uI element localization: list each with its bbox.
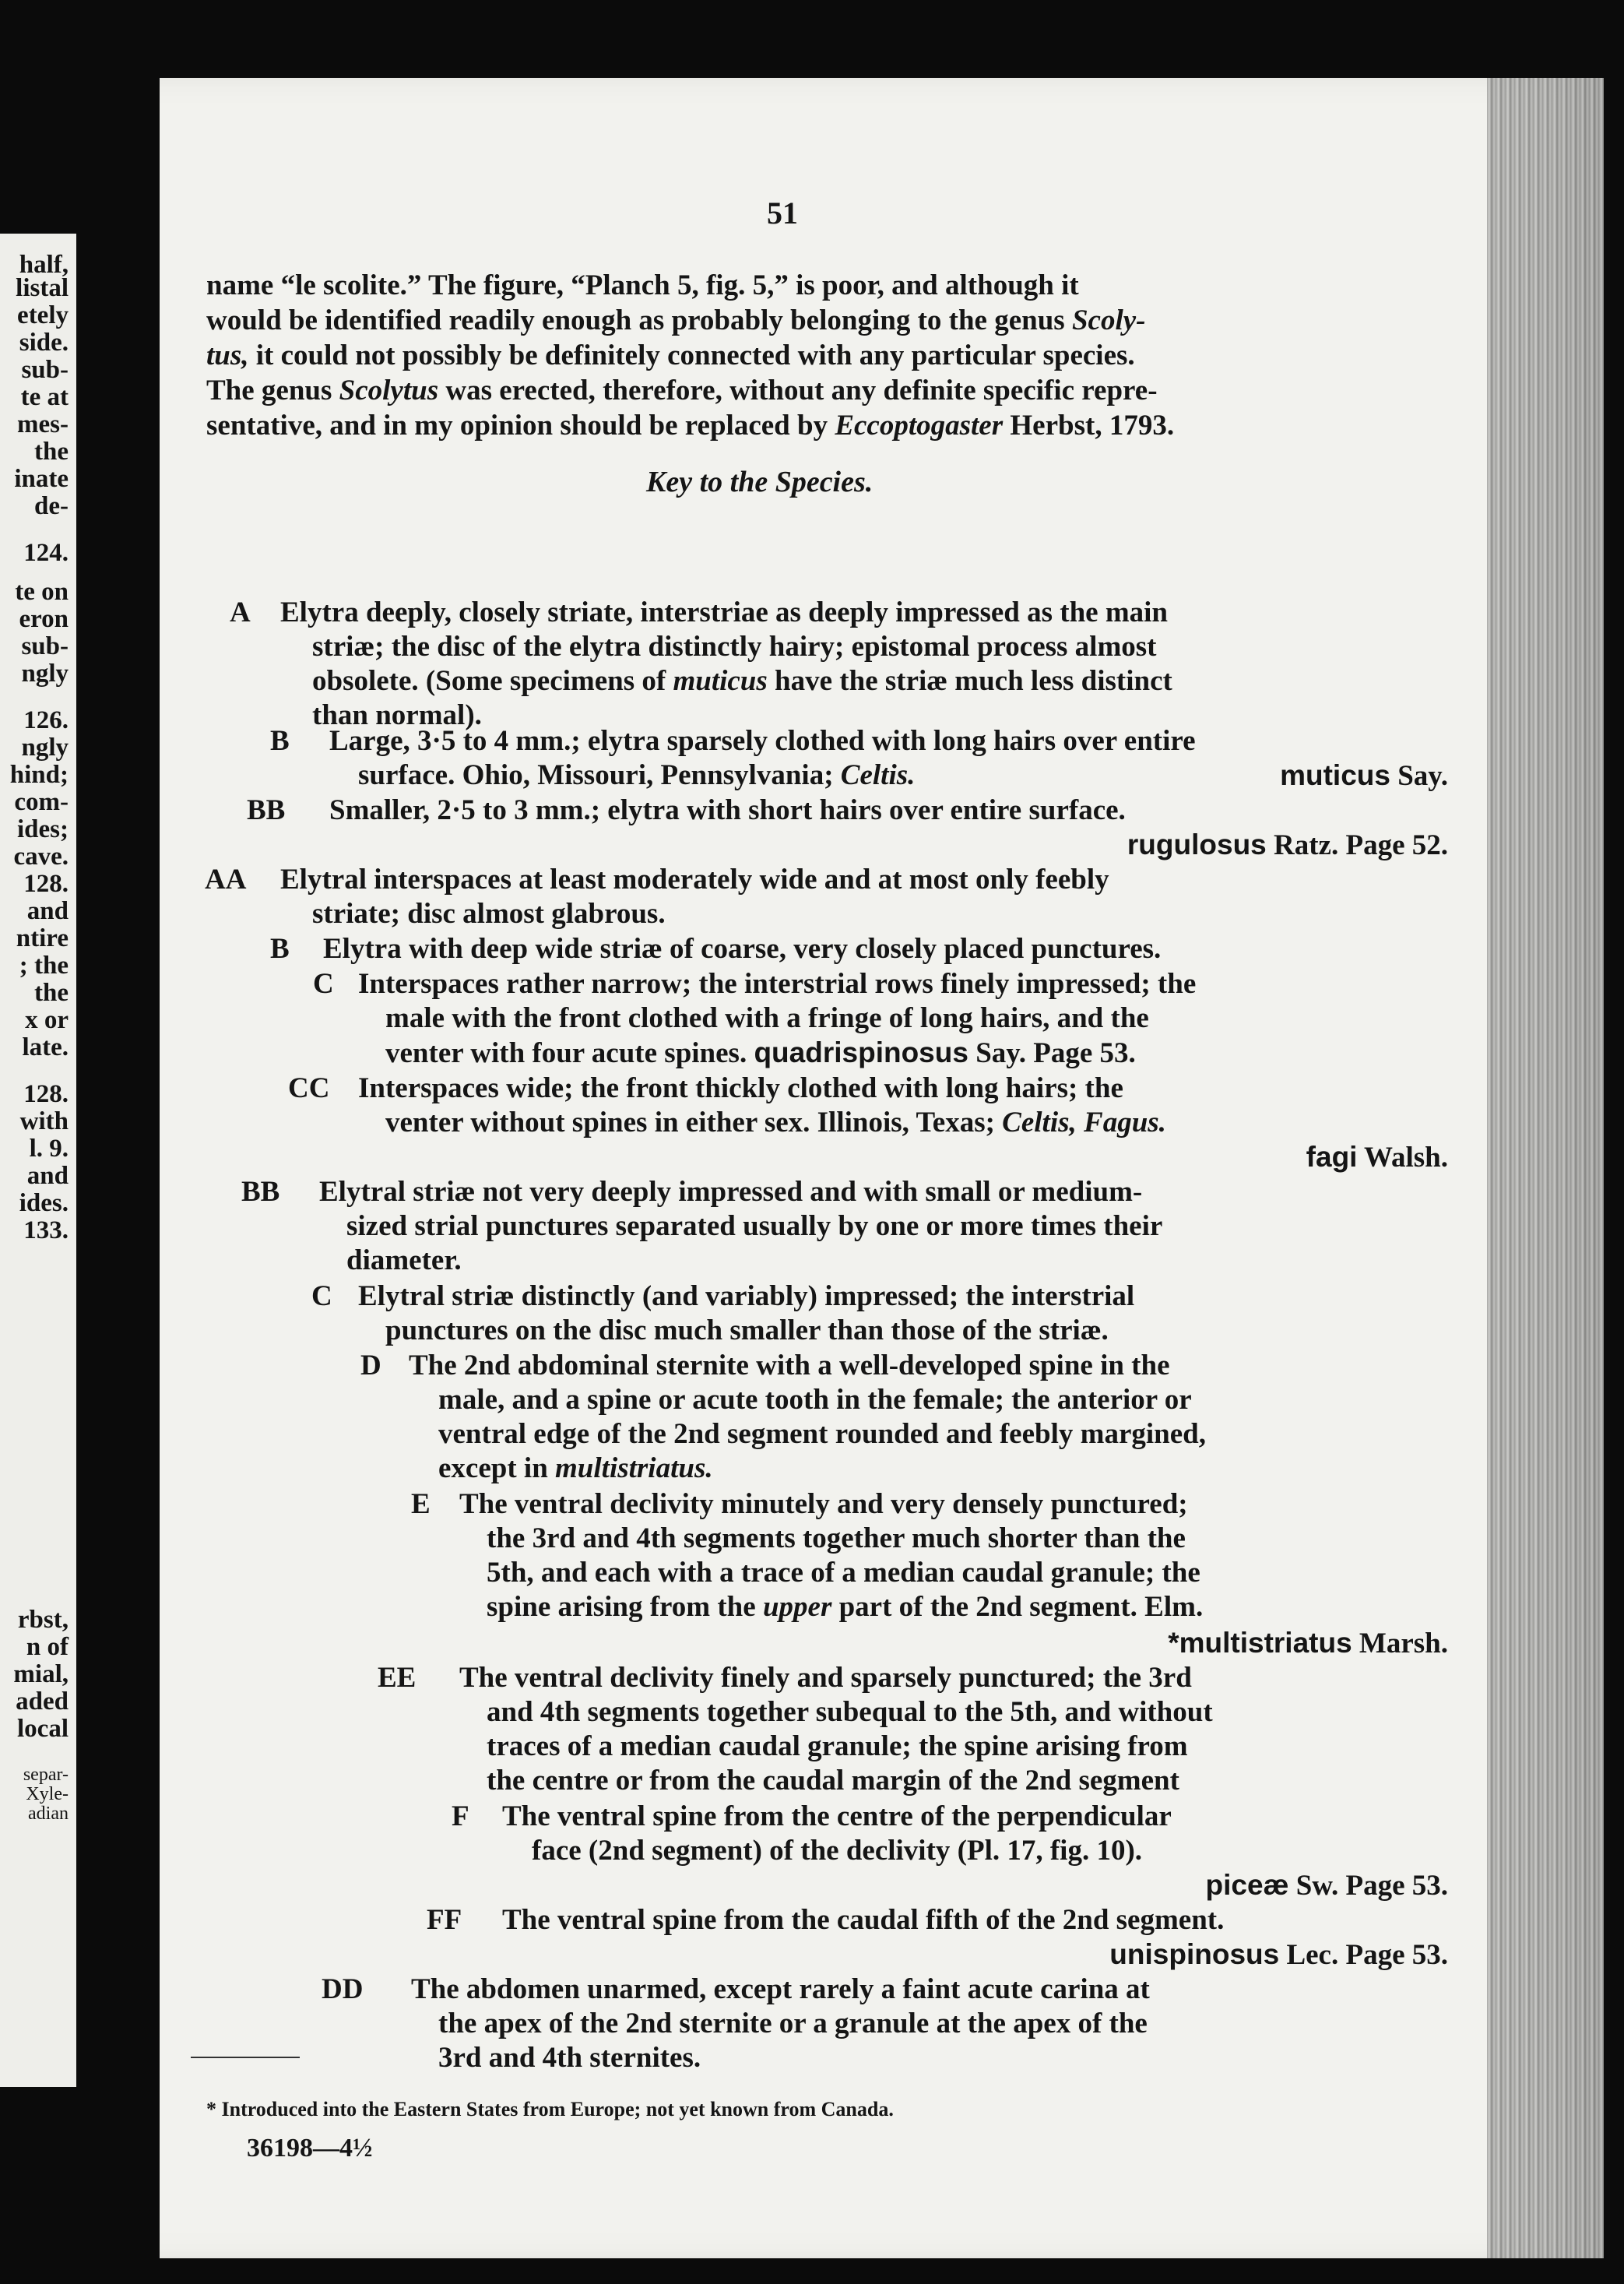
- key-couplet-label: BB: [241, 1176, 280, 1208]
- key-line: [487, 1695, 1213, 1730]
- text-run: have the striæ much less distinct: [767, 665, 1172, 697]
- species-name-line: [1206, 1868, 1448, 1903]
- text-run: was erected, therefore, without any definite specific repre-: [438, 375, 1158, 406]
- text-run: fagi: [1306, 1141, 1358, 1173]
- text-run: Elytral striæ not very deeply impressed and with small or medium-: [319, 1176, 1143, 1208]
- margin-fragment: l. 9.: [29, 1135, 69, 1163]
- signature-mark: 36198—4½: [247, 2134, 373, 2163]
- text-run: and 4th segments together subequal to the 5th, and without: [487, 1696, 1213, 1728]
- book-page: [160, 78, 1604, 2258]
- margin-fragment: with: [19, 1107, 69, 1135]
- text-run: Scolytus: [339, 375, 439, 406]
- key-couplet-label: BB: [247, 794, 286, 826]
- margin-fragment: sub-: [21, 356, 69, 384]
- margin-fragment: late.: [22, 1033, 69, 1061]
- text-run: The ventral spine from the centre of the perpendicular: [502, 1800, 1172, 1832]
- key-line: [358, 967, 1196, 1001]
- key-line: [459, 1661, 1192, 1695]
- key-line: [438, 1452, 713, 1486]
- text-run: rugulosus: [1127, 829, 1267, 860]
- margin-fragment: x or: [25, 1006, 69, 1034]
- text-run: Smaller, 2·5 to 3 mm.; elytra with short hairs over entire surface.: [329, 794, 1126, 826]
- key-line: [459, 1487, 1188, 1522]
- key-couplet-label: C: [313, 968, 334, 1000]
- text-run: 3rd and 4th sternites.: [438, 2042, 701, 2074]
- key-line: [358, 758, 915, 793]
- text-run: than normal).: [312, 699, 482, 731]
- text-run: Interspaces rather narrow; the interstrial rows finely impressed; the: [358, 968, 1197, 1000]
- margin-fragment: the: [34, 438, 69, 466]
- text-run: muticus: [1280, 759, 1390, 791]
- margin-fragment: com-: [14, 788, 69, 816]
- margin-fragment: Xyle-: [26, 1784, 69, 1804]
- margin-fragment: local: [17, 1715, 69, 1743]
- species-name-line: [1306, 1140, 1448, 1175]
- margin-fragment: sub-: [21, 632, 69, 660]
- key-line: [358, 1072, 1123, 1106]
- key-couplet-label: B: [270, 933, 290, 965]
- margin-fragment: rbst,: [17, 1606, 69, 1634]
- margin-fragment: ngly: [21, 734, 69, 762]
- text-run: traces of a median caudal granule; the spine arising from: [487, 1730, 1188, 1762]
- text-run: quadrispinosus: [754, 1036, 968, 1068]
- key-line: [312, 664, 1172, 699]
- text-run: multistriatus.: [555, 1452, 713, 1484]
- margin-fragment: and: [26, 897, 69, 925]
- species-name-line: [1168, 1626, 1448, 1661]
- text-run: punctures on the disc much smaller than those of the striæ.: [385, 1314, 1109, 1346]
- margin-fragment: ntire: [16, 924, 69, 952]
- key-line: [323, 932, 1161, 966]
- key-couplet-label: AA: [205, 864, 247, 896]
- text-run: striate; disc almost glabrous.: [312, 898, 666, 930]
- text-run: ventral edge of the 2nd segment rounded and feebly margined,: [438, 1418, 1206, 1450]
- margin-fragment: 124.: [23, 539, 69, 567]
- key-line: [502, 1903, 1224, 1937]
- text-run: male with the front clothed with a fringe of long hairs, and the: [385, 1002, 1149, 1034]
- margin-fragment: n of: [26, 1633, 69, 1661]
- key-line: [487, 1764, 1179, 1798]
- text-run: piceæ: [1205, 1869, 1289, 1901]
- text-run: upper: [762, 1591, 832, 1623]
- intro-line: [206, 374, 1158, 408]
- margin-fragment: inate: [14, 465, 69, 493]
- margin-fragment: listal: [16, 274, 69, 302]
- text-run: Interspaces wide; the front thickly clothed with long hairs; the: [358, 1072, 1123, 1104]
- intro-line: [206, 409, 1174, 443]
- text-run: Elytra deeply, closely striate, interstriae as deeply impressed as the main: [280, 597, 1169, 628]
- key-couplet-label: E: [411, 1488, 431, 1520]
- key-line: [329, 724, 1196, 758]
- intro-line: [206, 339, 1135, 373]
- text-run: spine arising from the: [487, 1591, 763, 1623]
- text-run: surface. Ohio, Missouri, Pennsylvania;: [358, 759, 841, 791]
- key-couplet-label: A: [230, 597, 251, 628]
- key-line: [385, 1001, 1149, 1036]
- text-run: Say. Page 53.: [968, 1037, 1136, 1069]
- text-run: it could not possibly be definitely connected with any particular species.: [248, 340, 1135, 371]
- margin-fragment: ides.: [19, 1189, 69, 1217]
- margin-fragment: 128.: [23, 1080, 69, 1108]
- adjacent-page-margin: [0, 234, 76, 2087]
- text-run: The 2nd abdominal sternite with a well-developed spine in the: [409, 1350, 1170, 1381]
- key-line: [346, 1244, 462, 1278]
- margin-fragment: ; the: [19, 952, 69, 980]
- key-line: [487, 1590, 1203, 1624]
- text-run: 5th, and each with a trace of a median caudal granule; the: [487, 1557, 1200, 1589]
- text-run: Ratz. Page 52.: [1266, 829, 1448, 861]
- text-run: would be identified readily enough as probably belonging to the genus: [206, 304, 1072, 336]
- text-run: Marsh.: [1352, 1628, 1448, 1659]
- text-run: obsolete. (Some specimens of: [312, 665, 673, 697]
- margin-fragment: de-: [34, 492, 69, 520]
- key-couplet-label: EE: [378, 1662, 417, 1694]
- page-number: 51: [767, 195, 798, 231]
- margin-fragment: 126.: [23, 706, 69, 734]
- key-line: [329, 794, 1126, 828]
- key-line: [385, 1036, 1136, 1071]
- text-run: Sw. Page 53.: [1288, 1870, 1448, 1902]
- margin-fragment: mes-: [17, 410, 69, 438]
- margin-fragment: cave.: [13, 843, 69, 871]
- key-couplet-label: B: [270, 725, 290, 757]
- key-line: [502, 1800, 1172, 1834]
- key-couplet-label: DD: [322, 1973, 364, 2005]
- text-run: *multistriatus: [1168, 1627, 1352, 1659]
- text-run: striæ; the disc of the elytra distinctly hairy; epistomal process almost: [312, 631, 1157, 663]
- text-run: Elytral interspaces at least moderately wide and at most only feebly: [280, 864, 1109, 896]
- text-run: Elytral striæ distinctly (and variably) impressed; the interstrial: [358, 1280, 1135, 1312]
- text-run: sentative, and in my opinion should be replaced by: [206, 410, 835, 442]
- margin-fragment: hind;: [9, 761, 69, 789]
- text-run: male, and a spine or acute tooth in the female; the anterior or: [438, 1384, 1192, 1416]
- page-edge-shadow: [1487, 78, 1604, 2258]
- text-run: except in: [438, 1452, 556, 1484]
- key-line: [346, 1209, 1162, 1244]
- key-line: [280, 863, 1109, 897]
- species-name-line: [1280, 758, 1448, 794]
- key-line: [438, 2007, 1148, 2041]
- key-couplet-label: C: [311, 1280, 332, 1312]
- key-line: [319, 1175, 1142, 1209]
- footnote-rule: [191, 2057, 300, 2058]
- key-line: [385, 1314, 1109, 1348]
- margin-fragment: side.: [19, 329, 69, 357]
- key-line: [312, 897, 666, 931]
- margin-fragment: separ-: [23, 1765, 69, 1785]
- margin-fragment: aded: [16, 1687, 69, 1716]
- species-name-line: [1127, 828, 1448, 863]
- key-line: [487, 1730, 1188, 1764]
- margin-fragment: ides;: [17, 815, 69, 843]
- key-couplet-label: CC: [288, 1072, 330, 1104]
- margin-fragment: te at: [20, 383, 69, 411]
- text-run: Large, 3·5 to 4 mm.; elytra sparsely clothed with long hairs over entire: [329, 725, 1196, 757]
- intro-line: [206, 269, 1079, 303]
- text-run: sized strial punctures separated usually by one or more times their: [346, 1210, 1163, 1242]
- text-run: Scoly-: [1071, 304, 1146, 336]
- text-run: Elytra with deep wide striæ of coarse, very closely placed punctures.: [323, 933, 1162, 965]
- margin-fragment: mial,: [13, 1660, 69, 1688]
- margin-fragment: adian: [28, 1804, 69, 1824]
- text-run: Walsh.: [1357, 1142, 1448, 1174]
- key-couplet-label: D: [360, 1350, 381, 1381]
- key-line: [358, 1279, 1134, 1314]
- text-run: name “le scolite.” The figure, “Planch 5, fig. 5,” is poor, and although it: [206, 269, 1079, 301]
- text-run: Celtis.: [840, 759, 916, 791]
- margin-fragment: half,: [19, 251, 69, 279]
- key-line: [532, 1834, 1142, 1868]
- margin-fragment: the: [34, 979, 69, 1007]
- margin-fragment: 128.: [23, 870, 69, 898]
- margin-fragment: ngly: [21, 660, 69, 688]
- text-run: Lec. Page 53.: [1279, 1939, 1448, 1971]
- species-name-line: [1109, 1937, 1448, 1973]
- text-run: diameter.: [346, 1244, 462, 1276]
- margin-fragment: etely: [17, 301, 69, 329]
- key-line: [438, 2041, 701, 2075]
- margin-fragment: eron: [19, 605, 69, 633]
- text-run: Celtis, Fagus.: [1002, 1107, 1166, 1138]
- key-line: [312, 630, 1157, 664]
- text-run: venter without spines in either sex. Illinois, Texas;: [385, 1107, 1003, 1138]
- key-line: [409, 1349, 1170, 1383]
- margin-fragment: te on: [15, 578, 69, 606]
- margin-fragment: 133.: [23, 1216, 69, 1244]
- margin-fragment: and: [26, 1162, 69, 1190]
- text-run: the 3rd and 4th segments together much shorter than the: [487, 1522, 1186, 1554]
- text-run: Herbst, 1793.: [1003, 410, 1175, 442]
- key-couplet-label: F: [452, 1800, 469, 1832]
- key-line: [385, 1106, 1166, 1140]
- text-run: The abdomen unarmed, except rarely a faint acute carina at: [411, 1973, 1150, 2005]
- text-run: unispinosus: [1109, 1938, 1280, 1970]
- key-line: [411, 1973, 1150, 2007]
- key-line: [487, 1522, 1186, 1556]
- key-line: [438, 1383, 1192, 1417]
- intro-line: [206, 304, 1145, 338]
- text-run: part of the 2nd segment. Elm.: [831, 1591, 1204, 1623]
- text-run: Eccoptogaster: [835, 410, 1004, 442]
- section-heading: Key to the Species.: [646, 466, 874, 498]
- key-line: [438, 1417, 1206, 1452]
- text-run: face (2nd segment) of the declivity (Pl. 17, fig. 10).: [532, 1835, 1143, 1867]
- footnote: * Introduced into the Eastern States from Europe; not yet known from Canada.: [206, 2098, 894, 2120]
- text-run: tus,: [206, 340, 249, 371]
- text-run: Say.: [1390, 760, 1448, 792]
- text-run: venter with four acute spines.: [385, 1037, 754, 1069]
- key-couplet-label: FF: [427, 1904, 462, 1936]
- text-run: The ventral spine from the caudal fifth of the 2nd segment.: [502, 1904, 1225, 1936]
- text-run: The ventral declivity finely and sparsely punctured; the 3rd: [459, 1662, 1192, 1694]
- text-run: muticus: [673, 665, 768, 697]
- text-run: the apex of the 2nd sternite or a granule at the apex of the: [438, 2008, 1148, 2039]
- text-run: The genus: [206, 375, 339, 406]
- text-run: the centre or from the caudal margin of the 2nd segment: [487, 1765, 1179, 1797]
- key-line: [487, 1556, 1200, 1590]
- key-line: [280, 596, 1168, 630]
- text-run: The ventral declivity minutely and very densely punctured;: [459, 1488, 1188, 1520]
